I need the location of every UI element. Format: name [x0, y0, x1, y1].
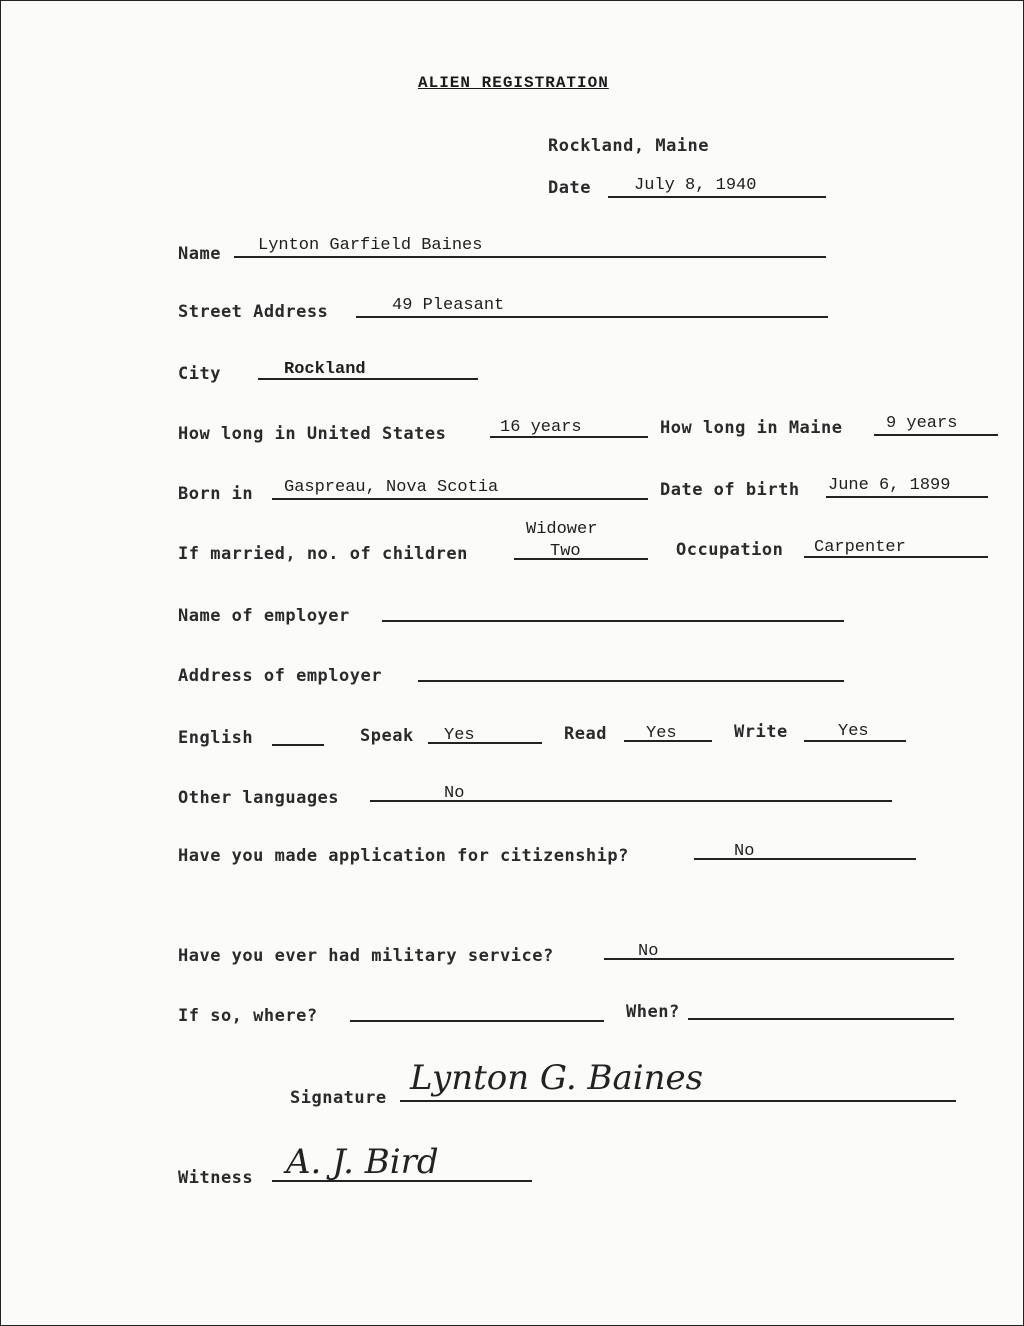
employer-address-label: Address of employer — [178, 666, 382, 686]
employer-address-line — [418, 680, 844, 682]
children-label: If married, no. of children — [178, 544, 468, 564]
employer-name-line — [382, 620, 844, 622]
date-label: Date — [548, 178, 591, 198]
read-label: Read — [564, 724, 607, 744]
name-line — [234, 256, 826, 258]
english-label: English — [178, 728, 254, 748]
how-long-us-label: How long in United States — [178, 424, 447, 444]
place: Rockland, Maine — [548, 136, 710, 156]
write-value: Yes — [838, 722, 869, 741]
form-title: ALIEN REGISTRATION — [418, 74, 609, 92]
write-label: Write — [734, 722, 788, 742]
speak-value: Yes — [444, 726, 475, 745]
handwritten-signature: Lynton G. Baines — [410, 1058, 704, 1098]
citizenship-value: No — [734, 842, 755, 861]
how-long-us-value: 16 years — [500, 418, 582, 437]
when-label: When? — [626, 1002, 680, 1022]
other-languages-label: Other languages — [178, 788, 340, 808]
where-label: If so, where? — [178, 1006, 318, 1026]
date-of-birth-label: Date of birth — [660, 480, 800, 500]
citizenship-label: Have you made application for citizenship? — [178, 846, 629, 866]
military-value: No — [638, 942, 659, 961]
occupation-value: Carpenter — [814, 538, 906, 557]
date-of-birth-value: June 6, 1899 — [828, 476, 951, 495]
born-in-value: Gaspreau, Nova Scotia — [284, 478, 499, 497]
english-line — [272, 744, 324, 746]
speak-label: Speak — [360, 726, 414, 746]
children-value: Two — [550, 542, 581, 561]
when-line — [688, 1018, 954, 1020]
city-value: Rockland — [284, 360, 366, 379]
born-in-line — [272, 498, 648, 500]
citizenship-line — [694, 858, 916, 860]
other-languages-value: No — [444, 784, 465, 803]
read-value: Yes — [646, 724, 677, 743]
where-line — [350, 1020, 604, 1022]
street-address-label: Street Address — [178, 302, 329, 322]
children-note: Widower — [526, 520, 598, 539]
how-long-maine-value: 9 years — [886, 414, 958, 433]
date-line — [608, 196, 826, 198]
street-address-line — [356, 316, 828, 318]
name-value: Lynton Garfield Baines — [258, 236, 483, 255]
how-long-maine-line — [874, 434, 998, 436]
signature-line — [400, 1100, 956, 1102]
date-value: July 8, 1940 — [634, 176, 757, 195]
military-label: Have you ever had military service? — [178, 946, 554, 966]
born-in-label: Born in — [178, 484, 254, 504]
witness-signature: A. J. Bird — [286, 1142, 439, 1182]
street-address-value: 49 Pleasant — [392, 296, 505, 315]
how-long-maine-label: How long in Maine — [660, 418, 843, 438]
date-of-birth-line — [826, 496, 988, 498]
city-label: City — [178, 364, 221, 384]
witness-label: Witness — [178, 1168, 254, 1188]
name-label: Name — [178, 244, 221, 264]
signature-label: Signature — [290, 1088, 387, 1108]
employer-name-label: Name of employer — [178, 606, 350, 626]
occupation-label: Occupation — [676, 540, 784, 560]
children-line — [514, 558, 648, 560]
